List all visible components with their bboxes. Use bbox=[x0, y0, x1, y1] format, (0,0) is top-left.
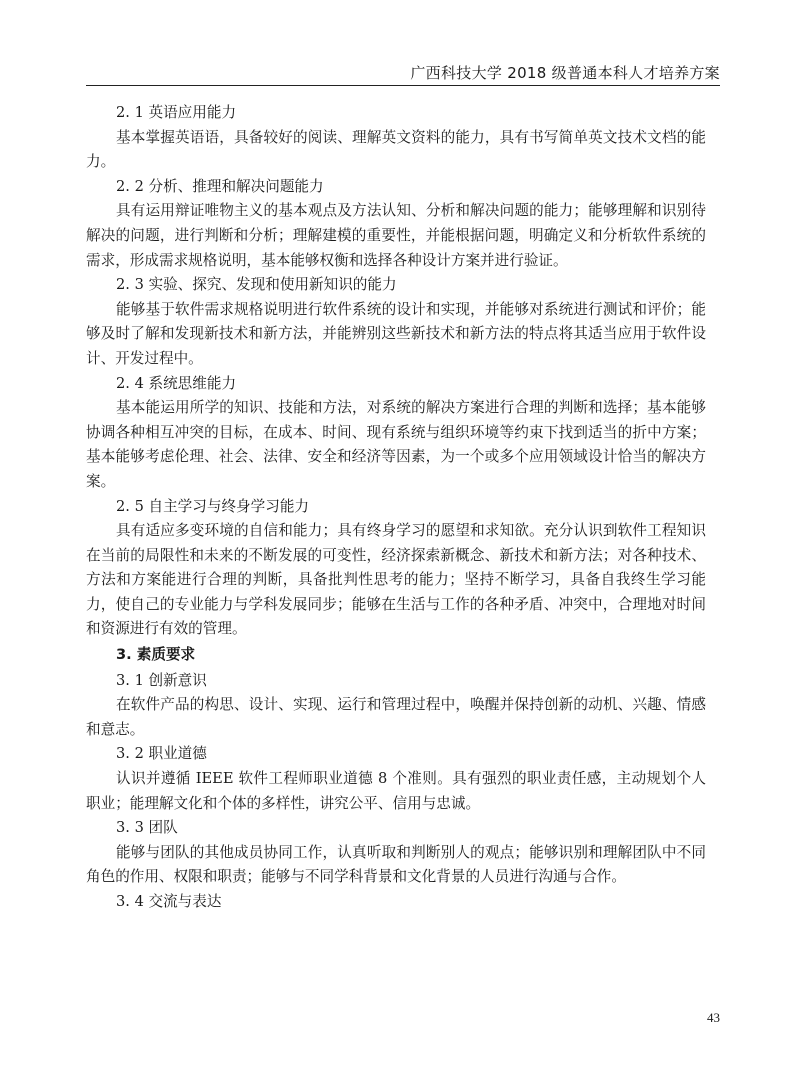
paragraph-2-2: 具有运用辩证唯物主义的基本观点及方法认知、分析和解决问题的能力；能够理解和识别待解决的问题，进行判断和分析；理解建模的重要性，并能根据问题，明确定义和分析软件系统的需求，形成需求规格说明，基本能够权衡和选择各种设计方案并进行验证。 bbox=[86, 202, 706, 269]
heading-3-3: 3. 3 团队 bbox=[116, 819, 178, 837]
heading-2-1: 2. 1 英语应用能力 bbox=[116, 104, 237, 121]
section-title-3: 3. 素质要求 bbox=[116, 646, 196, 664]
document-body bbox=[86, 101, 706, 915]
page-header-title: 广西科技大学 2018 级普通本科人才培养方案 bbox=[410, 64, 720, 82]
heading-2-5: 2. 5 自主学习与终身学习能力 bbox=[116, 497, 310, 515]
heading-3-1: 3. 1 创新意识 bbox=[116, 671, 207, 689]
page-number: 43 bbox=[707, 1010, 720, 1025]
heading-2-3: 2. 3 实验、探究、发现和使用新知识的能力 bbox=[116, 276, 397, 294]
heading-2-4: 2. 4 系统思维能力 bbox=[116, 374, 237, 392]
heading-2-2: 2. 2 分析、推理和解决问题能力 bbox=[116, 177, 324, 195]
heading-3-2: 3. 2 职业道德 bbox=[116, 745, 207, 763]
paragraph-3-3: 能够与团队的其他成员协同工作，认真听取和判断别人的观点；能够识别和理解团队中不同角色的作用、权限和职责；能够与不同学科背景和文化背景的人员进行沟通与合作。 bbox=[86, 843, 706, 886]
heading-3-4: 3. 4 交流与表达 bbox=[116, 893, 222, 910]
paragraph-3-1: 在软件产品的构思、设计、实现、运行和管理过程中，唤醒并保持创新的动机、兴趣、情感和意志。 bbox=[86, 696, 706, 738]
paragraph-2-5: 具有适应多变环境的自信和能力；具有终身学习的愿望和求知欲。充分认识到软件工程知识在当前的局限性和未来的不断发展的可变性，经济探索新概念、新技术和新方法；对各种技术、方法和方案能进行合理的判断，具备批判性思考的能力；坚持不断学习，具备自我终生学习能力，使自己的专业能力与学科发展同步；能够在生活与工作的各种矛盾、冲突中，合理地对时间和资源进行有效的管理。 bbox=[86, 522, 706, 638]
paragraph-2-1: 基本掌握英语语，具备较好的阅读、理解英文资料的能力，具有书写简单英文技术文档的能力。 bbox=[86, 128, 706, 171]
header-rule bbox=[86, 85, 720, 86]
paragraph-2-4: 基本能运用所学的知识、技能和方法，对系统的解决方案进行合理的判断和选择；基本能够协调各种相互冲突的目标，在成本、时间、现有系统与组织环境等约束下找到适当的折中方案；基本能够考虑伦理、社会、法律、安全和经济等因素，为一个或多个应用领域设计恰当的解决方案。 bbox=[86, 399, 706, 490]
paragraph-2-3: 能够基于软件需求规格说明进行软件系统的设计和实现，并能够对系统进行测试和评价；能够及时了解和发现新技术和新方法，并能辨别这些新技术和新方法的特点将其适当应用于软件设计、开发过程中。 bbox=[86, 300, 706, 367]
paragraph-3-2: 认识并遵循 IEEE 软件工程师职业道德 8 个准则。具有强烈的职业责任感，主动规划个人职业；能理解文化和个体的多样性，讲究公平、信用与忠诚。 bbox=[86, 770, 706, 812]
